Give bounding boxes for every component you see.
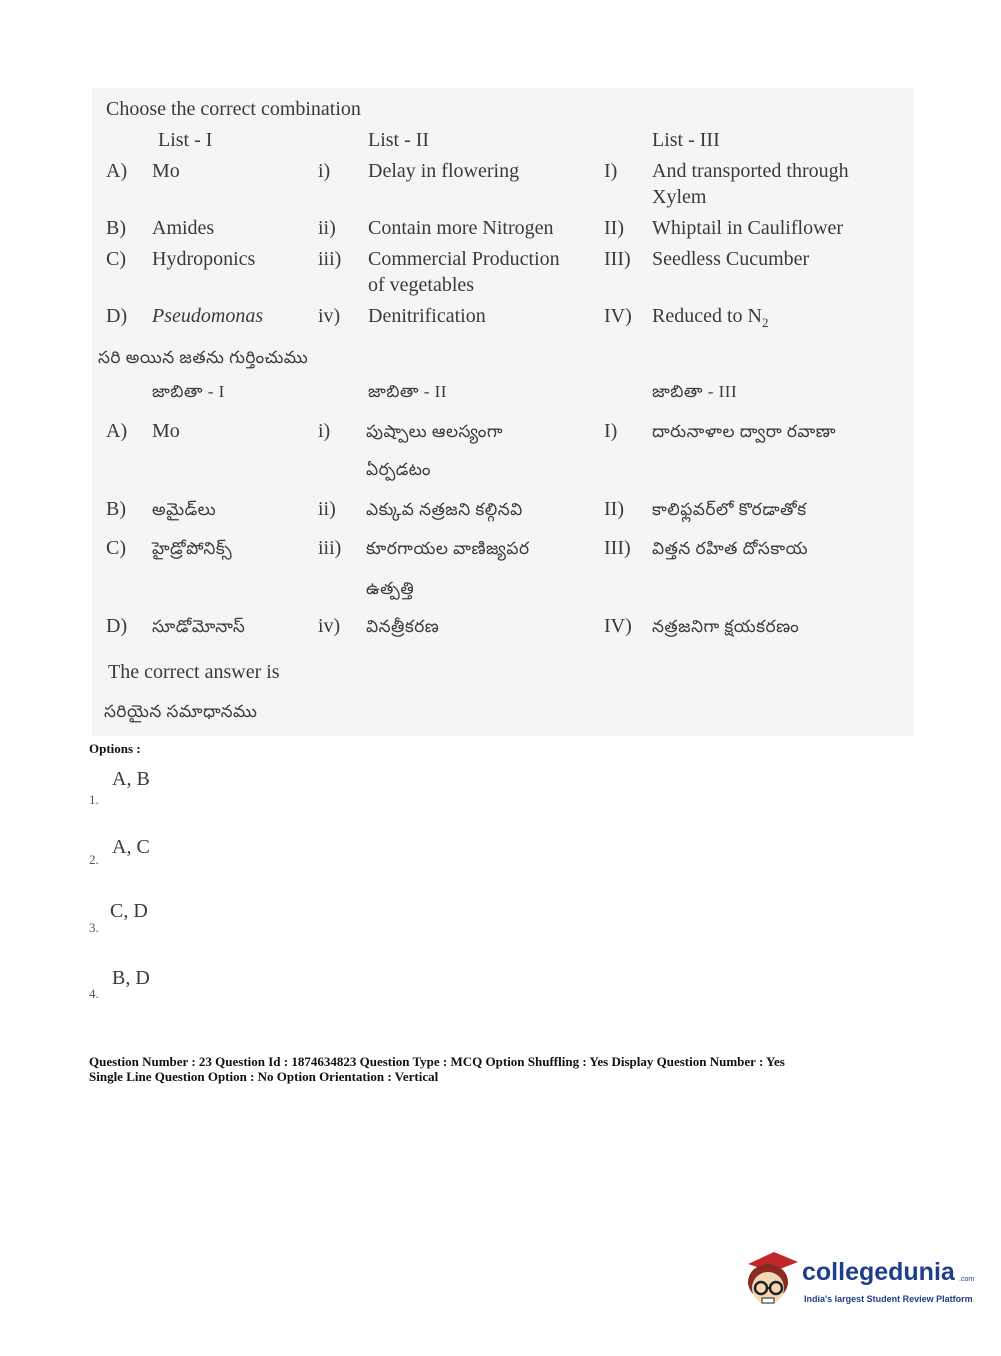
row-label: C) [106, 248, 126, 270]
list3-item-te: దారునాళాల ద్వారా రవాణా [652, 422, 837, 441]
list2-header-te: జాబితా - II [368, 382, 447, 401]
list1-header: List - I [158, 129, 213, 151]
row-label: A) [106, 160, 128, 182]
list2-item-te: కూరగాయల వాణిజ్యపర [366, 539, 530, 558]
list3-item-te: నత్రజనిగా క్షయకరణం [652, 617, 800, 636]
list1-item-te: అమైడ్‌లు [152, 500, 217, 519]
row-label: I) [604, 420, 618, 442]
list2-item-cont: of vegetables [368, 274, 475, 296]
answer-prompt-en: The correct answer is [108, 661, 280, 683]
row-label: I) [604, 160, 618, 182]
logo-wordmark: collegedunia [802, 1258, 955, 1286]
list1-item: Amides [152, 217, 215, 239]
list1-item-te: హైడ్రోపోనిక్స్ [152, 539, 233, 558]
option-text: A, C [112, 836, 150, 858]
answer-prompt-te: సరియైన సమాధానము [104, 702, 258, 721]
row-label: i) [318, 420, 331, 442]
option-text: A, B [112, 768, 150, 790]
option-text: B, D [112, 967, 150, 989]
list2-header: List - II [368, 129, 430, 151]
row-label: iv) [318, 305, 341, 327]
list2-item-te: ఎక్కువ నత్రజని కల్గినవి [366, 500, 523, 519]
list2-item: Commercial Production [368, 248, 560, 270]
mascot-icon [740, 1248, 800, 1314]
list2-item: Denitrification [368, 305, 486, 327]
list3-item: Reduced to $N_2$ [652, 305, 769, 330]
list1-item: Hydroponics [152, 248, 256, 270]
option-number: 4. [89, 986, 99, 1001]
list2-item: Contain more Nitrogen [368, 217, 554, 239]
option-text: C, D [110, 900, 148, 922]
row-label: i) [318, 160, 331, 182]
row-label: ii) [318, 498, 336, 520]
row-label: A) [106, 420, 128, 442]
row-label: D) [106, 615, 128, 637]
option-number: 3. [89, 920, 99, 935]
list2-item: Delay in flowering [368, 160, 520, 182]
row-label: B) [106, 498, 126, 520]
list1-item-te: సూడోమోనాస్ [152, 617, 246, 636]
row-label: ii) [318, 217, 336, 239]
row-label: II) [604, 498, 624, 520]
logo-tagline: India's largest Student Review Platform [804, 1294, 973, 1304]
question-prompt-te: సరి అయిన జతను గుర్తించుము [98, 348, 309, 367]
row-label: IV) [604, 305, 632, 327]
list3-item-cont: Xylem [652, 186, 707, 208]
row-label: III) [604, 537, 631, 559]
row-label: C) [106, 537, 126, 559]
list2-item-te: పుష్పాలు ఆలస్యంగా [366, 422, 503, 441]
option-number: 1. [89, 792, 99, 807]
list3-item-te: విత్తన రహిత దోసకాయ [652, 539, 808, 558]
options-label: Options : [89, 741, 141, 756]
question-meta-line1: Question Number : 23 Question Id : 1874634823 Question Type : MCQ Option Shuffling : Yes Display Question Number : Yes [89, 1054, 785, 1069]
list3-header: List - III [652, 129, 720, 151]
row-label: II) [604, 217, 624, 239]
list3-item: And transported through [652, 160, 849, 182]
list2-item-te-cont: ఏర్పడటం [366, 460, 432, 479]
row-label: iii) [318, 248, 342, 270]
logo-suffix: .com [959, 1276, 975, 1283]
row-label: D) [106, 305, 128, 327]
row-label: iv) [318, 615, 341, 637]
option-number: 2. [89, 852, 99, 867]
list1-header-te: జాబితా - I [152, 382, 225, 401]
question-prompt-en: Choose the correct combination [106, 98, 361, 120]
list3-header-te: జాబితా - III [652, 382, 738, 401]
list1-item: Pseudomonas [152, 305, 264, 327]
list1-item-te: Mo [152, 420, 180, 442]
row-label: B) [106, 217, 126, 239]
row-label: iii) [318, 537, 342, 559]
list3-item: Seedless Cucumber [652, 248, 810, 270]
list3-item: Whiptail in Cauliflower [652, 217, 844, 239]
list2-item-te-cont: ఉత్పత్తి [366, 579, 415, 598]
row-label: IV) [604, 615, 632, 637]
list2-item-te: వినత్రీకరణ [366, 617, 440, 636]
question-meta-line2: Single Line Question Option : No Option Orientation : Vertical [89, 1069, 439, 1084]
list3-item-te: కాలిఫ్లవర్‌లో కొరడాతోక [652, 500, 807, 519]
list1-item: Mo [152, 160, 180, 182]
row-label: III) [604, 248, 631, 270]
collegedunia-logo [740, 1248, 975, 1318]
